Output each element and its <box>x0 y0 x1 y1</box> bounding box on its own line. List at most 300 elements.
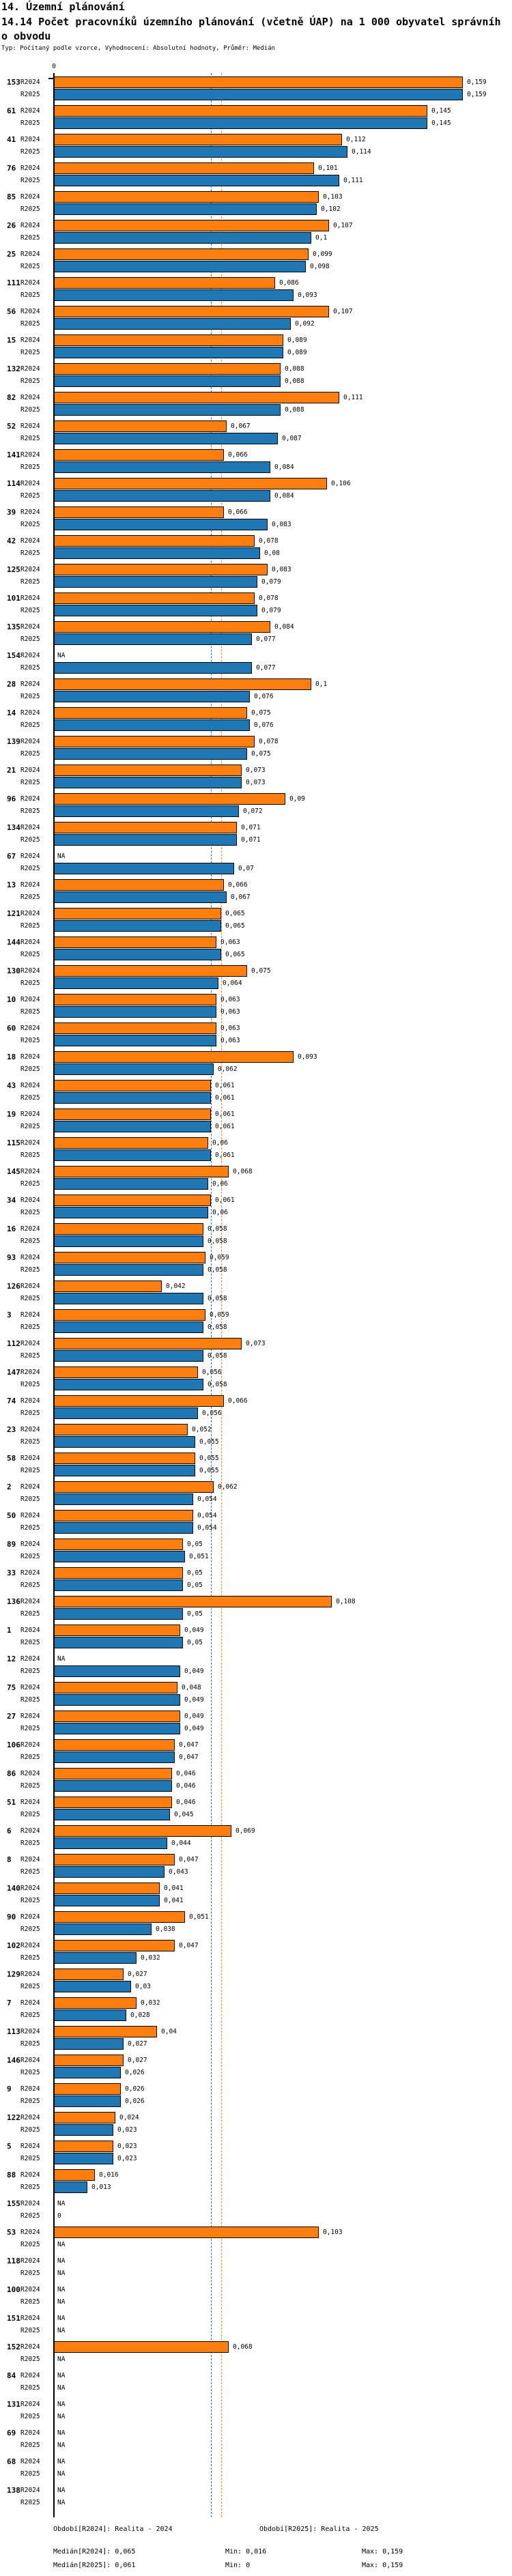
series-label-r2025: R2025 <box>20 1983 40 1990</box>
category-label: 96 <box>7 795 16 803</box>
category-label: 144 <box>7 938 20 947</box>
bar-r2025 <box>54 1436 195 1448</box>
bar-r2024 <box>54 1911 185 1923</box>
bar-r2025 <box>54 1493 193 1505</box>
series-label-r2024: R2024 <box>20 193 40 201</box>
bar-r2024 <box>54 736 255 747</box>
value-label-r2025: 0,013 <box>91 2184 111 2191</box>
value-label-r2025: 0,055 <box>199 1467 219 1474</box>
value-label-r2024: 0,027 <box>128 2057 147 2064</box>
series-label-r2025: R2025 <box>20 1467 40 1474</box>
value-label-r2024: 0,051 <box>189 1913 209 1921</box>
series-label-r2024: R2024 <box>20 1799 40 1806</box>
category-label: 131 <box>7 2400 20 2409</box>
series-label-r2024: R2024 <box>20 1770 40 1777</box>
value-label-r2024: 0,107 <box>333 222 353 229</box>
series-label-r2025: R2025 <box>20 320 40 328</box>
category-label: 152 <box>7 2343 20 2351</box>
value-na-r2025: NA <box>57 2384 66 2392</box>
value-label-r2025: 0,05 <box>187 1582 203 1589</box>
value-label-r2025: 0,058 <box>208 1237 227 1245</box>
bar-r2025 <box>54 1235 203 1247</box>
category-label: 125 <box>7 565 20 574</box>
series-label-r2024: R2024 <box>20 1598 40 1605</box>
bar-r2025 <box>54 117 427 129</box>
value-label-r2025: 0,111 <box>343 177 363 184</box>
category-label: 112 <box>7 1339 20 1348</box>
bar-r2024 <box>54 220 329 231</box>
series-label-r2024: R2024 <box>20 2171 40 2179</box>
bar-r2025 <box>54 1350 203 1362</box>
value-label-r2025: 0,054 <box>197 1495 217 1503</box>
value-label-r2025: 0,067 <box>231 893 251 901</box>
bar-r2024 <box>54 2341 229 2353</box>
bar-r2025 <box>54 1035 216 1046</box>
value-label-r2025: 0,073 <box>246 779 266 786</box>
value-label-r2025: 0,041 <box>164 1897 184 1904</box>
bar-r2024 <box>54 334 283 346</box>
value-label-r2025: 0,076 <box>254 693 274 700</box>
value-label-r2025: 0,058 <box>208 1295 227 1302</box>
series-label-r2025: R2025 <box>20 2069 40 2076</box>
value-na-r2024: NA <box>57 853 66 860</box>
bar-r2024 <box>54 793 285 805</box>
series-label-r2024: R2024 <box>20 279 40 287</box>
value-label-r2025: 0,056 <box>202 1409 222 1417</box>
series-label-r2024: R2024 <box>20 1225 40 1233</box>
series-label-r2024: R2024 <box>20 2085 40 2093</box>
category-label: 58 <box>7 1454 16 1463</box>
category-label: 126 <box>7 1282 20 1291</box>
series-label-r2024: R2024 <box>20 537 40 545</box>
bar-r2024 <box>54 707 247 719</box>
category-label: 140 <box>7 1884 20 1893</box>
bar-r2024 <box>54 1080 211 1091</box>
bar-r2025 <box>54 318 291 330</box>
series-label-r2025: R2025 <box>20 234 40 242</box>
value-na-r2024: NA <box>57 2487 66 2494</box>
series-label-r2024: R2024 <box>20 107 40 115</box>
series-label-r2024: R2024 <box>20 910 40 917</box>
series-label-r2025: R2025 <box>20 1668 40 1675</box>
category-label: 52 <box>7 422 16 431</box>
value-na-r2024: NA <box>57 2401 66 2408</box>
chart-meta-line: Typ: Počítaný podle vzorce, Vyhodnocení: Absolutní hodnoty, Průměr: Medián <box>1 45 275 52</box>
bar-r2024 <box>54 449 224 461</box>
bar-r2024 <box>54 1166 229 1177</box>
series-label-r2025: R2025 <box>20 91 40 98</box>
category-label: 67 <box>7 852 16 861</box>
value-na-r2025: NA <box>57 2270 66 2277</box>
value-label-r2024: 0,049 <box>184 1627 204 1634</box>
bar-r2024 <box>54 363 281 375</box>
series-label-r2024: R2024 <box>20 1684 40 1691</box>
bar-r2024 <box>54 1194 211 1206</box>
value-label-r2025: 0,043 <box>169 1868 188 1876</box>
bar-r2024 <box>54 1022 216 1034</box>
category-label: 145 <box>7 1167 20 1176</box>
series-label-r2024: R2024 <box>20 509 40 516</box>
value-label-r2025: 0,07 <box>238 865 254 872</box>
value-label-r2025: 0,071 <box>241 836 261 844</box>
bar-r2025 <box>54 1981 131 1992</box>
value-label-r2025: 0,083 <box>272 521 291 528</box>
series-label-r2025: R2025 <box>20 2012 40 2019</box>
bar-r2025 <box>54 1407 198 1419</box>
category-label: 68 <box>7 2457 16 2466</box>
bar-r2025 <box>54 2067 121 2078</box>
value-label-r2024: 0,041 <box>164 1885 184 1892</box>
bar-r2025 <box>54 576 257 588</box>
stat-min-r2024: Min: 0,016 <box>225 2548 267 2556</box>
series-label-r2024: R2024 <box>20 1283 40 1290</box>
bar-r2025 <box>54 519 268 530</box>
series-label-r2024: R2024 <box>20 1369 40 1376</box>
category-label: 28 <box>7 680 16 689</box>
series-label-r2025: R2025 <box>20 291 40 299</box>
value-label-r2024: 0,016 <box>99 2171 119 2179</box>
bar-r2024 <box>54 191 319 203</box>
category-label: 23 <box>7 1425 16 1434</box>
category-label: 8 <box>7 1855 12 1864</box>
bar-r2024 <box>54 1768 172 1779</box>
series-label-r2024: R2024 <box>20 1827 40 1835</box>
bar-r2025 <box>54 175 339 186</box>
bar-r2024 <box>54 592 255 604</box>
bar-r2025 <box>54 1866 165 1878</box>
value-label-r2024: 0,05 <box>187 1569 203 1577</box>
bar-r2025 <box>54 2153 113 2164</box>
bar-r2025 <box>54 691 250 702</box>
category-label: 41 <box>7 135 16 144</box>
value-label-r2024: 0,047 <box>179 1942 199 1949</box>
value-na-r2025: NA <box>57 2413 66 2420</box>
series-label-r2024: R2024 <box>20 881 40 889</box>
bar-r2025 <box>54 1207 208 1218</box>
series-label-r2025: R2025 <box>20 893 40 901</box>
bar-r2025 <box>54 1665 180 1677</box>
series-label-r2024: R2024 <box>20 251 40 258</box>
series-label-r2025: R2025 <box>20 1065 40 1073</box>
series-label-r2025: R2025 <box>20 1553 40 1560</box>
value-label-r2024: 0,107 <box>333 308 353 315</box>
series-label-r2024: R2024 <box>20 1627 40 1634</box>
bar-r2024 <box>54 764 242 776</box>
series-label-r2024: R2024 <box>20 1168 40 1175</box>
series-label-r2024: R2024 <box>20 480 40 487</box>
chart-subtitle-line1: 14.14 Počet pracovníků územního plánování (včetně ÚAP) na 1 000 obyvatel správníh <box>1 16 501 28</box>
category-label: 122 <box>7 2113 20 2122</box>
bar-r2024 <box>54 1137 208 1149</box>
series-label-r2024: R2024 <box>20 1942 40 1949</box>
bar-r2025 <box>54 1321 203 1333</box>
value-label-r2024: 0,049 <box>184 1713 204 1720</box>
bar-r2025 <box>54 404 281 416</box>
value-label-r2025: 0,088 <box>285 377 304 385</box>
value-label-r2025: 0,159 <box>467 91 487 98</box>
category-label: 85 <box>7 192 16 201</box>
value-label-r2024: 0,062 <box>218 1483 238 1491</box>
category-label: 16 <box>7 1225 16 1233</box>
value-label-r2025: 0,049 <box>184 1725 204 1732</box>
bar-r2024 <box>54 1969 124 1980</box>
value-label-r2025: 0,084 <box>274 463 294 471</box>
value-label-r2024: 0,111 <box>343 394 363 401</box>
series-label-r2025: R2025 <box>20 2384 40 2392</box>
series-label-r2025: R2025 <box>20 2270 40 2277</box>
value-label-r2024: 0,058 <box>208 1225 227 1233</box>
bar-r2025 <box>54 461 270 473</box>
series-label-r2025: R2025 <box>20 578 40 586</box>
series-label-r2024: R2024 <box>20 78 40 86</box>
series-label-r2025: R2025 <box>20 1123 40 1130</box>
series-label-r2024: R2024 <box>20 1913 40 1921</box>
bar-r2024 <box>54 1682 177 1693</box>
category-label: 154 <box>7 651 20 660</box>
series-label-r2025: R2025 <box>20 1782 40 1790</box>
bar-r2024 <box>54 1739 175 1751</box>
series-label-r2024: R2024 <box>20 709 40 717</box>
series-label-r2025: R2025 <box>20 865 40 872</box>
value-na-r2025: NA <box>57 2298 66 2306</box>
legend-period-r2025: Období[R2025]: Realita - 2025 <box>259 2525 379 2533</box>
value-label-r2024: 0,071 <box>241 824 261 831</box>
series-label-r2025: R2025 <box>20 2155 40 2162</box>
value-label-r2024: 0,108 <box>336 1598 356 1605</box>
value-label-r2024: 0,063 <box>221 939 240 946</box>
bar-r2024 <box>54 1280 162 1292</box>
bar-r2024 <box>54 1797 172 1808</box>
category-label: 42 <box>7 536 16 545</box>
category-label: 3 <box>7 1311 12 1319</box>
bar-r2025 <box>54 490 270 502</box>
value-label-r2025: 0,027 <box>128 2040 147 2048</box>
series-label-r2025: R2025 <box>20 1897 40 1904</box>
bar-r2025 <box>54 1809 170 1820</box>
category-label: 93 <box>7 1253 16 1262</box>
bar-r2024 <box>54 535 255 547</box>
value-label-r2025: 0,058 <box>208 1381 227 1388</box>
bar-r2024 <box>54 1395 224 1407</box>
series-label-r2024: R2024 <box>20 595 40 602</box>
bar-r2025 <box>54 920 221 932</box>
bar-r2025 <box>54 89 463 100</box>
value-label-r2025: 0,03 <box>135 1983 151 1990</box>
value-na-r2025: NA <box>57 2327 66 2334</box>
value-label-r2024: 0,145 <box>431 107 451 115</box>
series-label-r2024: R2024 <box>20 1311 40 1319</box>
bar-r2024 <box>54 306 329 317</box>
series-label-r2024: R2024 <box>20 2315 40 2322</box>
value-label-r2025: 0,058 <box>208 1352 227 1360</box>
bar-r2024 <box>54 1625 180 1636</box>
category-label: 6 <box>7 1827 12 1835</box>
value-label-r2025: 0,058 <box>208 1323 227 1331</box>
category-label: 60 <box>7 1024 16 1033</box>
series-label-r2025: R2025 <box>20 1811 40 1818</box>
value-label-r2025: 0,049 <box>184 1696 204 1704</box>
category-label: 82 <box>7 393 16 402</box>
series-label-r2024: R2024 <box>20 2114 40 2121</box>
series-label-r2024: R2024 <box>20 1455 40 1462</box>
category-label: 15 <box>7 336 16 345</box>
value-label-r2024: 0,073 <box>246 1340 266 1347</box>
bar-r2025 <box>54 1694 180 1706</box>
value-label-r2024: 0,061 <box>215 1082 235 1089</box>
value-label-r2025: 0,049 <box>184 1668 204 1675</box>
category-label: 146 <box>7 2056 20 2065</box>
category-label: 111 <box>7 278 20 287</box>
value-label-r2025: 0,061 <box>215 1123 235 1130</box>
series-label-r2024: R2024 <box>20 2429 40 2437</box>
value-label-r2024: 0,101 <box>318 164 338 172</box>
value-label-r2025: 0,061 <box>215 1094 235 1102</box>
value-label-r2025: 0,05 <box>187 1639 203 1646</box>
series-label-r2024: R2024 <box>20 996 40 1003</box>
bar-r2024 <box>54 879 224 891</box>
category-label: 89 <box>7 1540 16 1549</box>
series-label-r2025: R2025 <box>20 693 40 700</box>
value-label-r2025: 0,114 <box>352 148 371 156</box>
bar-r2024 <box>54 1854 175 1865</box>
bar-r2024 <box>54 965 247 977</box>
series-label-r2025: R2025 <box>20 2442 40 2449</box>
series-label-r2024: R2024 <box>20 365 40 373</box>
category-label: 132 <box>7 364 20 373</box>
series-label-r2025: R2025 <box>20 2298 40 2306</box>
value-label-r2024: 0,05 <box>187 1541 203 1548</box>
value-label-r2024: 0,047 <box>179 1856 199 1863</box>
value-label-r2025: 0,102 <box>321 205 341 213</box>
series-label-r2024: R2024 <box>20 1741 40 1749</box>
bar-r2025 <box>54 777 242 788</box>
category-label: 138 <box>7 2486 20 2495</box>
stat-max-r2025: Max: 0,159 <box>362 2562 403 2569</box>
bar-r2025 <box>54 1465 195 1476</box>
series-label-r2024: R2024 <box>20 1483 40 1491</box>
series-label-r2024: R2024 <box>20 2343 40 2351</box>
bar-r2024 <box>54 1510 193 1521</box>
series-label-r2025: R2025 <box>20 750 40 758</box>
category-label: 102 <box>7 1941 20 1950</box>
category-label: 139 <box>7 737 20 746</box>
series-label-r2025: R2025 <box>20 2098 40 2105</box>
bar-r2024 <box>54 564 268 575</box>
series-label-r2025: R2025 <box>20 635 40 643</box>
stat-min-r2025: Min: 0 <box>225 2562 251 2569</box>
bar-r2024 <box>54 1338 242 1349</box>
value-na-r2024: NA <box>57 652 66 659</box>
series-label-r2025: R2025 <box>20 607 40 614</box>
series-label-r2024: R2024 <box>20 652 40 659</box>
value-label-r2024: 0,088 <box>285 365 304 373</box>
series-label-r2025: R2025 <box>20 1495 40 1503</box>
value-na-r2024: NA <box>57 2429 66 2437</box>
bar-r2025 <box>54 2038 124 2050</box>
value-label-r2025: 0,055 <box>199 1438 219 1446</box>
bar-r2024 <box>54 1940 175 1951</box>
value-label-r2025: 0,093 <box>298 291 317 299</box>
value-label-r2024: 0,059 <box>210 1311 229 1319</box>
series-label-r2025: R2025 <box>20 463 40 471</box>
category-label: 50 <box>7 1511 16 1520</box>
series-label-r2025: R2025 <box>20 1409 40 1417</box>
value-label-r2024: 0,09 <box>289 795 305 803</box>
series-label-r2025: R2025 <box>20 119 40 127</box>
value-label-r2024: 0,061 <box>215 1111 235 1118</box>
series-label-r2025: R2025 <box>20 922 40 930</box>
category-label: 141 <box>7 450 20 459</box>
series-label-r2024: R2024 <box>20 1111 40 1118</box>
value-label-r2025: 0,084 <box>274 492 294 500</box>
category-label: 61 <box>7 106 16 115</box>
bar-r2024 <box>54 1309 205 1321</box>
bar-r2024 <box>54 420 227 432</box>
value-label-r2024: 0,046 <box>176 1799 196 1806</box>
value-label-r2025: 0 <box>57 2212 61 2220</box>
series-label-r2024: R2024 <box>20 1254 40 1261</box>
category-label: 115 <box>7 1139 20 1147</box>
bar-r2025 <box>54 863 234 874</box>
value-label-r2025: 0,045 <box>174 1811 194 1818</box>
series-label-r2025: R2025 <box>20 1954 40 1962</box>
value-label-r2024: 0,093 <box>298 1053 317 1061</box>
value-label-r2025: 0,063 <box>221 1008 240 1016</box>
value-label-r2024: 0,103 <box>323 193 343 201</box>
category-label: 27 <box>7 1712 16 1721</box>
series-label-r2024: R2024 <box>20 1426 40 1433</box>
series-label-r2025: R2025 <box>20 1266 40 1274</box>
value-label-r2025: 0,063 <box>221 1037 240 1044</box>
value-label-r2024: 0,068 <box>233 2343 253 2351</box>
series-label-r2024: R2024 <box>20 1971 40 1978</box>
series-label-r2025: R2025 <box>20 2327 40 2334</box>
bar-r2025 <box>54 289 294 301</box>
series-label-r2025: R2025 <box>20 1323 40 1331</box>
series-label-r2024: R2024 <box>20 1856 40 1863</box>
series-label-r2024: R2024 <box>20 795 40 803</box>
bar-r2025 <box>54 146 347 158</box>
bar-r2025 <box>54 1923 152 1935</box>
series-label-r2025: R2025 <box>20 1381 40 1388</box>
series-label-r2025: R2025 <box>20 349 40 356</box>
value-label-r2024: 0,052 <box>192 1426 212 1433</box>
bar-r2025 <box>54 1579 183 1591</box>
value-na-r2025: NA <box>57 2470 66 2478</box>
value-label-r2024: 0,042 <box>166 1283 186 1290</box>
series-label-r2025: R2025 <box>20 2413 40 2420</box>
series-label-r2024: R2024 <box>20 681 40 688</box>
series-label-r2024: R2024 <box>20 451 40 459</box>
category-label: 69 <box>7 2429 16 2437</box>
series-label-r2024: R2024 <box>20 1999 40 2007</box>
bar-r2024 <box>54 994 216 1005</box>
bar-r2025 <box>54 1723 180 1734</box>
value-label-r2024: 0,075 <box>251 967 271 975</box>
bar-r2025 <box>54 1780 172 1792</box>
series-label-r2025: R2025 <box>20 1180 40 1188</box>
value-label-r2024: 0,063 <box>221 1025 240 1032</box>
category-label: 106 <box>7 1741 20 1749</box>
series-label-r2024: R2024 <box>20 824 40 831</box>
value-label-r2025: 0,023 <box>117 2126 137 2134</box>
series-label-r2025: R2025 <box>20 1639 40 1646</box>
series-label-r2025: R2025 <box>20 1926 40 1933</box>
category-label: 136 <box>7 1597 20 1606</box>
bar-r2024 <box>54 1108 211 1120</box>
value-label-r2024: 0,159 <box>467 78 487 86</box>
bar-r2024 <box>54 621 270 633</box>
